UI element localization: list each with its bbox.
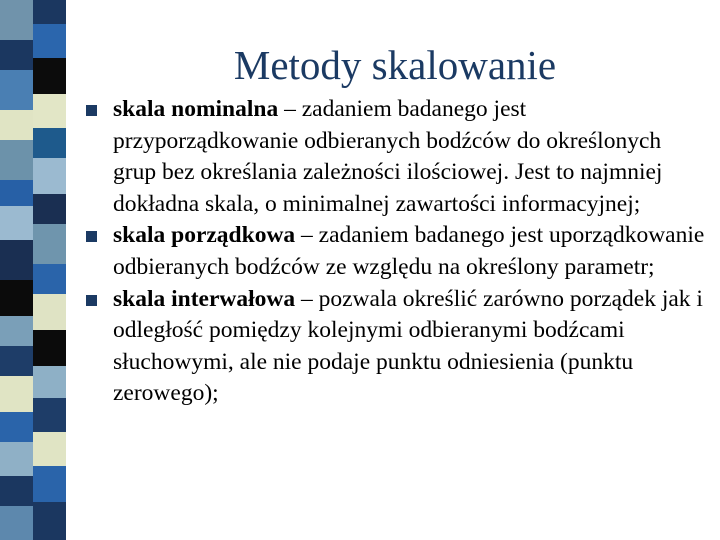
square-bullet-icon <box>86 105 97 116</box>
list-item <box>86 284 710 410</box>
bullet-text: – zadaniem badanego jest przyporządkowanie odbieranych bodźców do określonych grup bez określania zależności ilościowej. Jest to najmniej dokładna skala, o minimalnej zawartości informacyjnej; <box>113 96 663 217</box>
bullet-term: skala nominalna <box>113 96 279 122</box>
square-bullet-icon <box>86 295 97 306</box>
square-bullet-icon <box>86 231 97 242</box>
slide-title: Metody skalowanie <box>233 42 557 88</box>
bullet-term: skala porządkowa <box>113 222 296 249</box>
bullet-text: – zadaniem badanego jest uporządkowanie odbieranych bodźców ze względu na określony parametr; <box>113 222 705 280</box>
list-item <box>86 94 710 220</box>
bullet-list <box>86 94 710 410</box>
list-item <box>86 220 710 283</box>
bullet-text: – pozwala określić zarówno porządek jak i odległość pomiędzy kolejnymi odbieranymi bodźcami słuchowymi, ale nie podaje punktu odniesienia (punktu zerowego); <box>113 285 703 407</box>
bullet-term: skala interwałowa <box>113 285 296 312</box>
decorative-stripe <box>0 0 66 540</box>
